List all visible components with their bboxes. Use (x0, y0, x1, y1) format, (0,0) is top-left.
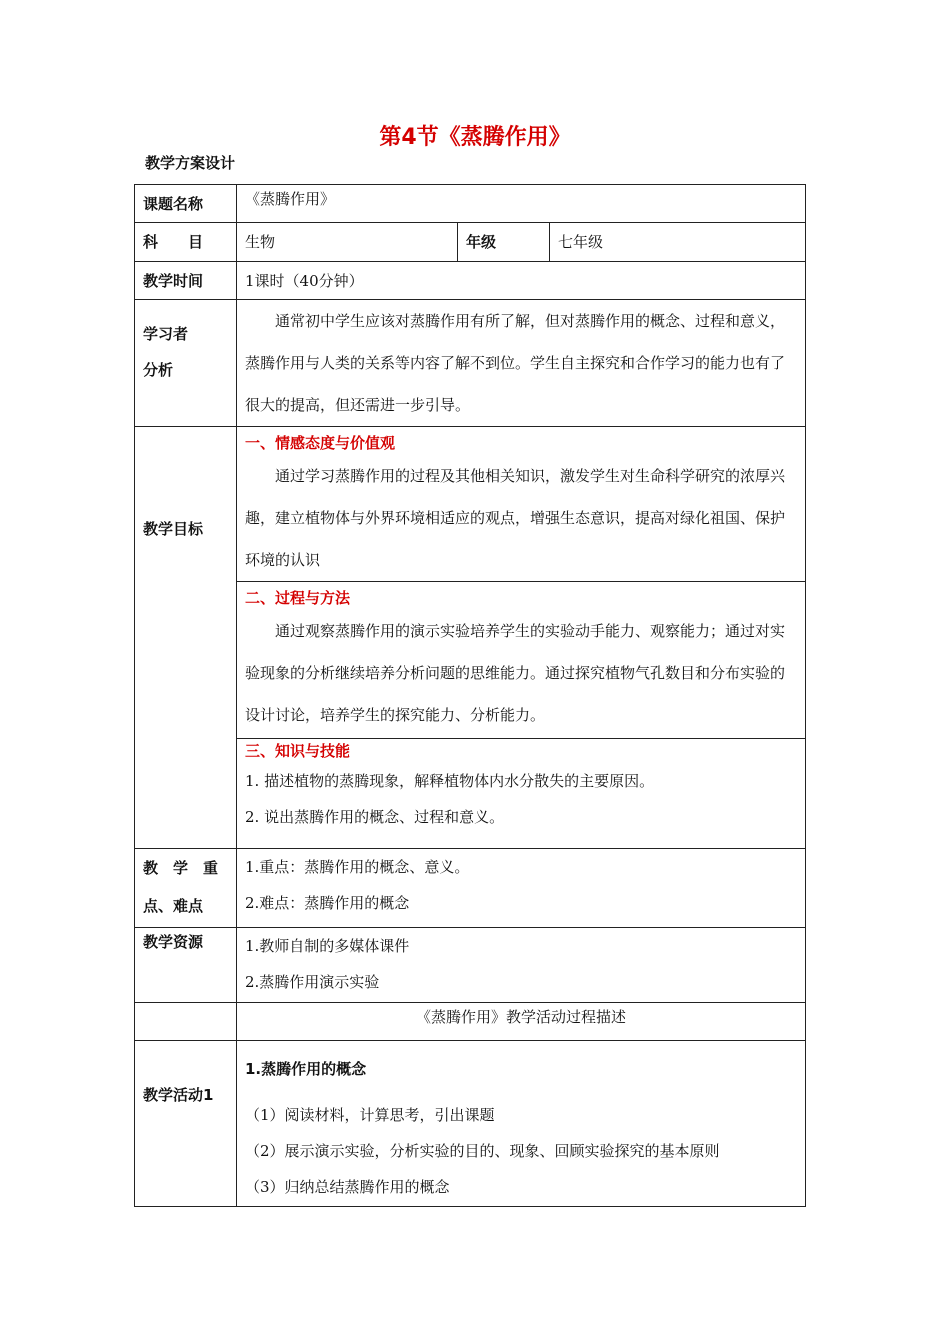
resource-item1: 1.教师自制的多媒体课件 (245, 937, 410, 955)
goal1-cell (237, 427, 806, 582)
activity-header: 《蒸腾作用》教学活动过程描述 (237, 1003, 806, 1041)
activity1-label: 教学活动1 (135, 1041, 237, 1207)
table-row-activity-header (135, 1003, 806, 1041)
keypoints-label-line1: 教 学 重 (143, 859, 219, 877)
time-label: 教学时间 (135, 262, 237, 300)
activity1-heading: 1.蒸腾作用的概念 (245, 1060, 367, 1078)
resources-label: 教学资源 (135, 928, 237, 1003)
keypoints-label (135, 849, 237, 928)
keypoints-cell (237, 849, 806, 928)
learner-text: 通常初中学生应该对蒸腾作用有所了解，但对蒸腾作用的概念、过程和意义，蒸腾作用与人类的关系等内容了解不到位。学生自主探究和合作学习的能力也有了很大的提高，但还需进一步引导。 (245, 312, 786, 414)
table-row-learner (135, 300, 806, 427)
table-row-topic (135, 185, 806, 223)
activity1-cell (237, 1041, 806, 1207)
learner-label-line2: 分析 (143, 361, 174, 379)
learner-label (135, 300, 237, 427)
activity1-item2: （2）展示演示实验，分析实验的目的、现象、回顾实验探究的基本原则 (245, 1142, 720, 1160)
resource-item2: 2.蒸腾作用演示实验 (245, 973, 380, 991)
grade-label: 年级 (458, 223, 550, 262)
goal2-text: 通过观察蒸腾作用的演示实验培养学生的实验动手能力、观察能力；通过对实验现象的分析继续培养分析问题的思维能力。通过探究植物气孔数目和分布实验的设计讨论，培养学生的探究能力、分析能力。 (245, 622, 786, 724)
table-row-resources (135, 928, 806, 1003)
keypoint-item1: 1.重点：蒸腾作用的概念、意义。 (245, 858, 470, 876)
learner-analysis (237, 300, 806, 427)
goal2-cell (237, 582, 806, 739)
table-row-goal1 (135, 427, 806, 582)
activity1-item3: （3）归纳总结蒸腾作用的概念 (245, 1178, 450, 1196)
activity-header-empty (135, 1003, 237, 1041)
page-subtitle: 教学方案设计 (145, 154, 236, 172)
table-row-keypoints (135, 849, 806, 928)
goal2-heading: 二、过程与方法 (245, 589, 351, 607)
time-value: 1课时（40分钟） (237, 262, 806, 300)
resources-cell (237, 928, 806, 1003)
goal1-text: 通过学习蒸腾作用的过程及其他相关知识，激发学生对生命科学研究的浓厚兴趣，建立植物体与外界环境相适应的观点，增强生态意识，提高对绿化祖国、保护环境的认识 (245, 467, 786, 569)
goal3-cell (237, 739, 806, 849)
goal3-item2: 2. 说出蒸腾作用的概念、过程和意义。 (245, 808, 505, 826)
subject-label: 科 目 (135, 223, 237, 262)
table-row-subject (135, 223, 806, 262)
page-title: 第4节《蒸腾作用》 (379, 125, 571, 150)
keypoint-item2: 2.难点：蒸腾作用的概念 (245, 894, 410, 912)
lesson-plan-table (134, 184, 806, 1207)
activity1-item1: （1）阅读材料，计算思考，引出课题 (245, 1106, 495, 1124)
goals-label: 教学目标 (135, 427, 237, 849)
topic-label: 课题名称 (135, 185, 237, 223)
grade-value: 七年级 (550, 223, 806, 262)
goal1-heading: 一、情感态度与价值观 (245, 434, 396, 452)
subject-value: 生物 (237, 223, 458, 262)
goal3-item1: 1. 描述植物的蒸腾现象，解释植物体内水分散失的主要原因。 (245, 772, 655, 790)
goal3-heading: 三、知识与技能 (245, 742, 351, 760)
table-row-activity1 (135, 1041, 806, 1207)
learner-label-line1: 学习者 (143, 325, 189, 343)
topic-value: 《蒸腾作用》 (237, 185, 806, 223)
table-row-time (135, 262, 806, 300)
keypoints-label-line2: 点、难点 (143, 897, 204, 915)
